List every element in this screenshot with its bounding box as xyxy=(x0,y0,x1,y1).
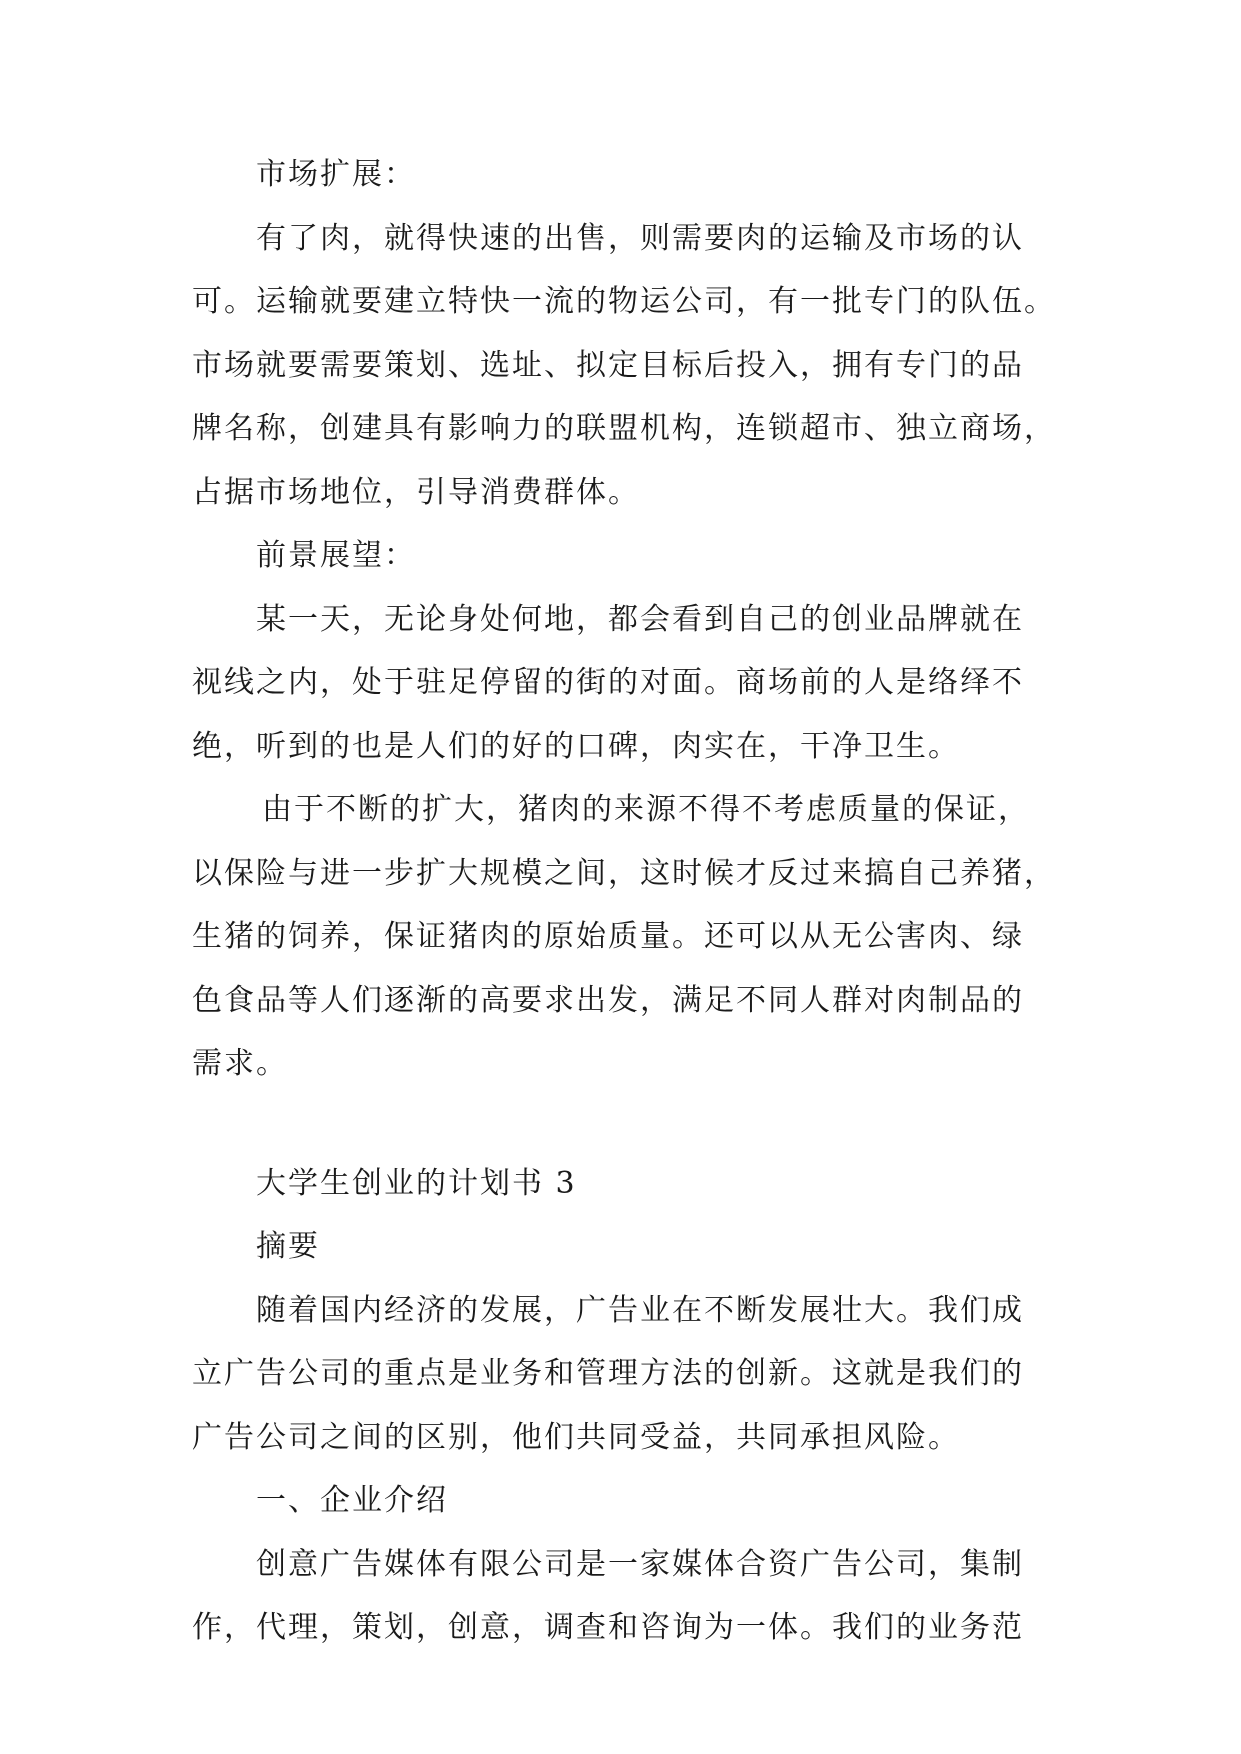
document-page xyxy=(192,155,1056,1672)
paragraph-line: 可。运输就要建立特快一流的物运公司，有一批专门的队伍。 xyxy=(192,284,1056,319)
heading-abstract: 摘要 xyxy=(256,1229,320,1264)
paragraph-line: 随着国内经济的发展，广告业在不断发展壮大。我们成 xyxy=(256,1292,1024,1328)
paragraph-line: 市场就要需要策划、选址、拟定目标后投入，拥有专门的品 xyxy=(192,347,1024,383)
heading-market-expansion: 市场扩展： xyxy=(256,157,416,192)
paragraph-line: 占据市场地位，引导消费群体。 xyxy=(192,474,640,510)
heading-outlook: 前景展望： xyxy=(256,538,416,573)
paragraph-line: 某一天，无论身处何地，都会看到自己的创业品牌就在 xyxy=(256,601,1024,637)
paragraph-line: 色食品等人们逐渐的高要求出发，满足不同人群对肉制品的 xyxy=(192,982,1024,1018)
document-title: 大学生创业的计划书 3 xyxy=(256,1165,577,1201)
paragraph-line: 广告公司之间的区别，他们共同受益，共同承担风险。 xyxy=(192,1419,960,1455)
paragraph-line: 由于不断的扩大，猪肉的来源不得不考虑质量的保证， xyxy=(262,792,1030,827)
paragraph-line: 生猪的饲养，保证猪肉的原始质量。还可以从无公害肉、绿 xyxy=(192,919,1024,954)
paragraph-line: 创意广告媒体有限公司是一家媒体合资广告公司，集制 xyxy=(256,1546,1024,1582)
paragraph-line: 有了肉，就得快速的出售，则需要肉的运输及市场的认 xyxy=(256,220,1024,256)
paragraph-line: 牌名称，创建具有影响力的联盟机构，连锁超市、独立商场， xyxy=(192,411,1056,446)
paragraph-line: 立广告公司的重点是业务和管理方法的创新。这就是我们的 xyxy=(192,1356,1024,1391)
paragraph-line: 视线之内，处于驻足停留的街的对面。商场前的人是络绎不 xyxy=(192,665,1024,700)
paragraph-line: 以保险与进一步扩大规模之间，这时候才反过来搞自己养猪， xyxy=(192,855,1056,891)
paragraph-line: 作，代理，策划，创意，调查和咨询为一体。我们的业务范 xyxy=(192,1610,1024,1645)
paragraph-line: 绝，听到的也是人们的好的口碑，肉实在，干净卫生。 xyxy=(192,728,960,764)
heading-company-intro: 一、企业介绍 xyxy=(256,1483,448,1518)
paragraph-line: 需求。 xyxy=(192,1046,288,1081)
section-gap xyxy=(192,1108,1052,1164)
